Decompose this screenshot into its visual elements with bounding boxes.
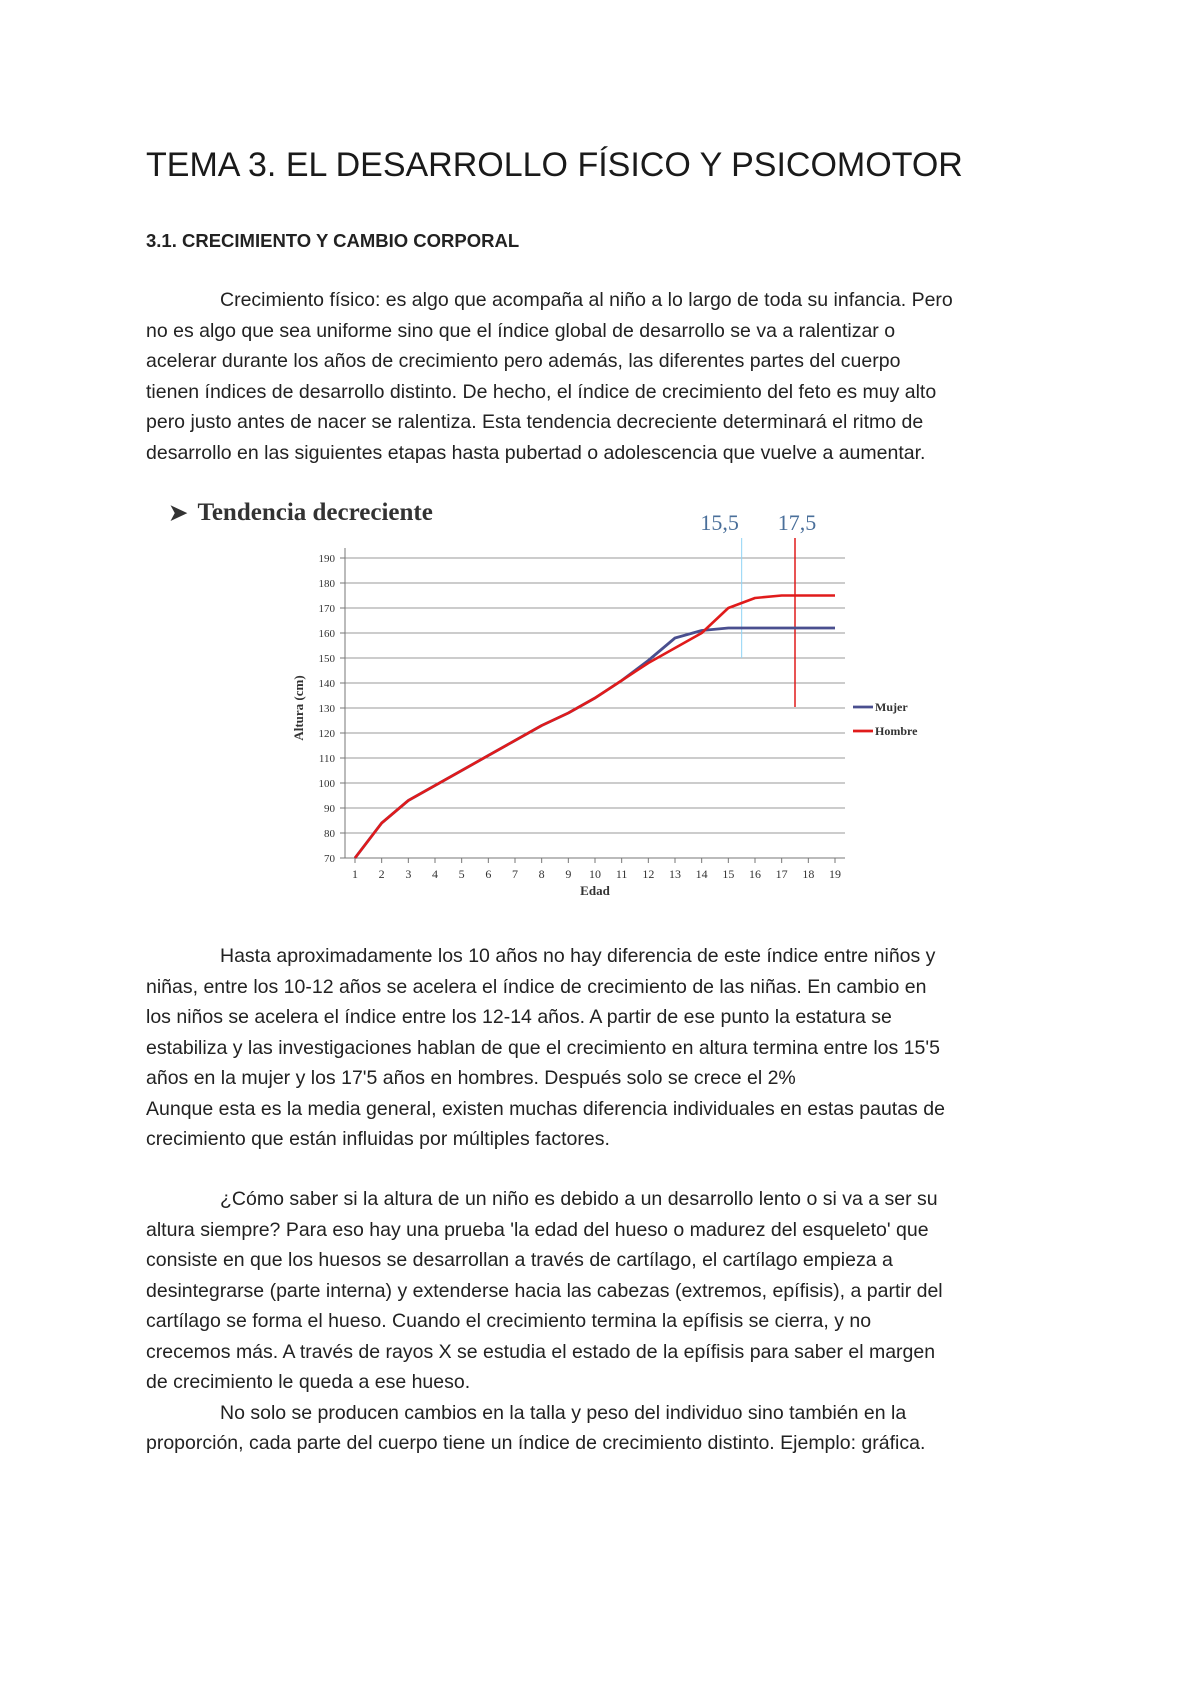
x-tick-label: 4 xyxy=(432,867,438,881)
x-tick-label: 3 xyxy=(405,867,412,881)
text-line: ¿Cómo saber si la altura de un niño es debido a un desarrollo lento o si va a ser su xyxy=(220,1188,938,1210)
paragraph-1 xyxy=(146,285,1066,468)
x-tick-label: 14 xyxy=(695,867,708,881)
y-tick-label: 70 xyxy=(324,853,335,865)
y-axis-label: Altura (cm) xyxy=(291,675,306,741)
x-tick-label: 10 xyxy=(589,867,601,881)
text-line: tienen índices de desarrollo distinto. De hecho, el índice de crecimiento del feto es muy alto xyxy=(146,380,937,403)
x-tick-label: 1 xyxy=(352,867,358,881)
x-tick-label: 16 xyxy=(749,867,761,881)
series-line-hombre xyxy=(355,596,835,859)
y-tick-label: 160 xyxy=(318,628,335,640)
y-tick-label: 110 xyxy=(318,753,335,765)
section-heading: 3.1. CRECIMIENTO Y CAMBIO CORPORAL xyxy=(146,230,520,251)
y-tick-label: 190 xyxy=(318,553,335,565)
text-line: niñas, entre los 10-12 años se acelera el índice de crecimiento de las niñas. En cambio en xyxy=(146,975,927,998)
x-tick-label: 6 xyxy=(485,867,492,881)
text-line: acelerar durante los años de crecimiento pero además, las diferentes partes del cuerpo xyxy=(146,350,901,372)
text-line: desarrollo en las siguientes etapas hasta pubertad o adolescencia que vuelve a aumentar. xyxy=(146,441,926,464)
text-line: No solo se producen cambios en la talla y peso del individuo sino también en la xyxy=(220,1401,907,1424)
text-line: pero justo antes de nacer se ralentiza. Esta tendencia decreciente determinará el ritmo de xyxy=(146,411,924,433)
text-line: no es algo que sea uniforme sino que el índice global de desarrollo se va a ralentizar o xyxy=(146,319,896,342)
x-tick-label: 18 xyxy=(802,867,815,881)
y-tick-label: 170 xyxy=(318,603,335,615)
text-line: cartílago se forma el hueso. Cuando el crecimiento termina la epífisis se cierra, y no xyxy=(146,1310,872,1332)
annotation-label: 17,5 xyxy=(777,510,817,535)
x-tick-label: 17 xyxy=(775,867,788,881)
text-line: consiste en que los huesos se desarrollan a través de cartílago, el cartílago empieza a xyxy=(146,1249,893,1271)
y-tick-label: 140 xyxy=(318,678,335,690)
text-line: altura siempre? Para eso hay una prueba 'la edad del hueso o madurez del esqueleto' que xyxy=(146,1218,929,1241)
legend-label: Hombre xyxy=(875,724,918,738)
x-tick-label: 2 xyxy=(378,867,385,881)
growth-chart xyxy=(165,495,918,915)
y-tick-label: 150 xyxy=(318,653,335,665)
line-chart xyxy=(165,495,918,915)
legend-label: Mujer xyxy=(875,700,908,714)
text-line: crecimiento que están influidas por múltiples factores. xyxy=(146,1128,610,1150)
x-axis-label: Edad xyxy=(580,883,610,898)
text-line: desintegrarse (parte interna) y extenderse hacia las cabezas (extremos, epífisis), a partir del xyxy=(146,1279,943,1302)
y-tick-label: 90 xyxy=(324,803,335,815)
series-line-mujer xyxy=(355,628,835,858)
annotation-label: 15,5 xyxy=(700,510,739,535)
chart-heading xyxy=(169,499,433,527)
text-line: Crecimiento físico: es algo que acompaña al niño a lo largo de toda su infancia. Pero xyxy=(220,289,953,311)
chart-heading-text: Tendencia decreciente xyxy=(197,499,433,526)
x-tick-label: 19 xyxy=(829,867,841,881)
text-line: años en la mujer y los 17'5 años en hombres. Después solo se crece el 2% xyxy=(146,1067,796,1089)
text-line: Aunque esta es la media general, existen muchas diferencia individuales en estas pautas de xyxy=(146,1097,945,1120)
x-tick-label: 8 xyxy=(538,867,545,881)
x-tick-label: 12 xyxy=(642,867,655,881)
text-line: Hasta aproximadamente los 10 años no hay diferencia de este índice entre niños y xyxy=(220,945,936,967)
x-tick-label: 11 xyxy=(615,867,628,881)
y-tick-label: 180 xyxy=(318,578,335,590)
y-tick-label: 120 xyxy=(318,728,335,740)
text-line: estabiliza y las investigaciones hablan de que el crecimiento en altura termina entre los 15'5 xyxy=(146,1036,940,1059)
y-tick-label: 130 xyxy=(318,703,335,715)
text-line: crecemos más. A través de rayos X se estudia el estado de la epífisis para saber el margen xyxy=(146,1340,936,1363)
x-tick-label: 15 xyxy=(722,867,735,881)
paragraph-3 xyxy=(146,1184,1066,1459)
x-tick-label: 9 xyxy=(565,867,572,881)
x-tick-label: 5 xyxy=(458,867,465,881)
x-tick-label: 13 xyxy=(669,867,681,881)
page-title: TEMA 3. EL DESARROLLO FÍSICO Y PSICOMOTOR xyxy=(146,146,963,184)
text-line: los niños se acelera el índice entre los 12-14 años. A partir de ese punto la estatura se xyxy=(146,1006,892,1028)
y-tick-label: 100 xyxy=(318,778,335,790)
x-tick-label: 7 xyxy=(512,867,518,881)
text-line: de crecimiento le queda a ese hueso. xyxy=(146,1371,471,1393)
y-tick-label: 80 xyxy=(324,828,335,840)
arrow-bullet-icon: ➤ xyxy=(169,500,188,525)
paragraph-2 xyxy=(146,941,1066,1155)
text-line: proporción, cada parte del cuerpo tiene un índice de crecimiento distinto. Ejemplo: gráfica. xyxy=(146,1432,926,1454)
